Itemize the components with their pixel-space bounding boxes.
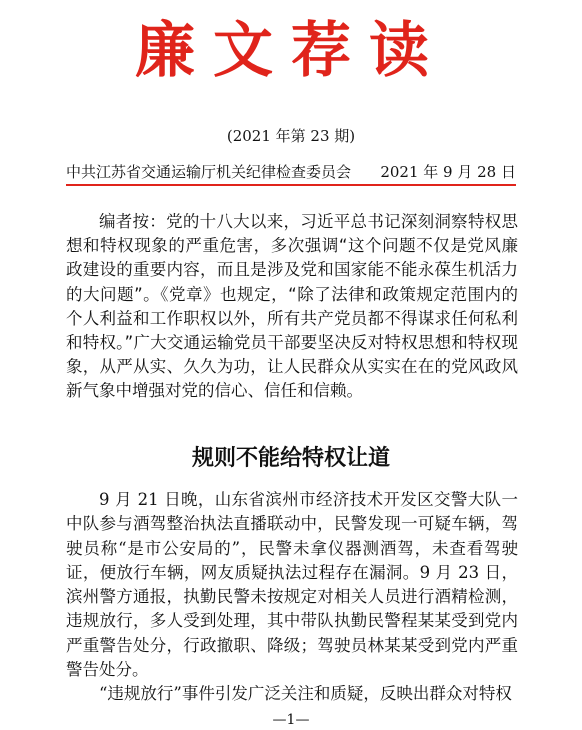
issue-number: (2021 年第 23 期) xyxy=(226,127,356,145)
article-title: 规则不能给特权让道 xyxy=(191,445,390,471)
article-paragraph: “违规放行”事件引发广泛关注和质疑，反映出群众对特权 xyxy=(99,684,512,704)
editor-note-paragraph: 编者按：党的十八大以来，习近平总书记深刻洞察特权思想和特权现象的严重危害，多次强调“这个问题不仅是党风廉政建设的重要内容，而且是涉及党和国家能不能永葆生机活力的大问题”。《党章》也规定，“除了法律和政策规定范围内的个人利益和工作职权以外，所有共产党员都不得谋求任何私利和特权。”广大交通运输党员干部要坚决反对特权思想和特权现象，从严从实、久久为功，让人民群众从实实在在的党风政风新气象中增强对党的信心、信任和信赖。 xyxy=(66,212,518,401)
editor-note xyxy=(66,210,518,404)
article-paragraph: 9 月 21 日晚，山东省滨州市经济技术开发区交警大队一中队参与酒驾整治执法直播联动中，民警发现一可疑车辆，驾驶员称“是市公安局的”，民警未拿仪器测酒驾，未查看驾驶证，便放行车辆，网友质疑执法过程存在漏洞。9 月 23 日，滨州警方通报，执勤民警未按规定对相关人员进行酒精检测，违规放行，多人受到处理，其中带队执勤民警程某某受到党内严重警告处分，行政撤职、降级；驾驶员林某某受到党内严重警告处分。 xyxy=(66,490,518,680)
article-body xyxy=(66,488,518,707)
header-divider xyxy=(66,184,516,186)
masthead-title: 廉文荐读 xyxy=(135,16,447,86)
page-number: —1— xyxy=(272,712,310,728)
publish-date: 2021 年 9 月 28 日 xyxy=(380,163,516,181)
organization-name: 中共江苏省交通运输厅机关纪律检查委员会 xyxy=(66,163,352,181)
